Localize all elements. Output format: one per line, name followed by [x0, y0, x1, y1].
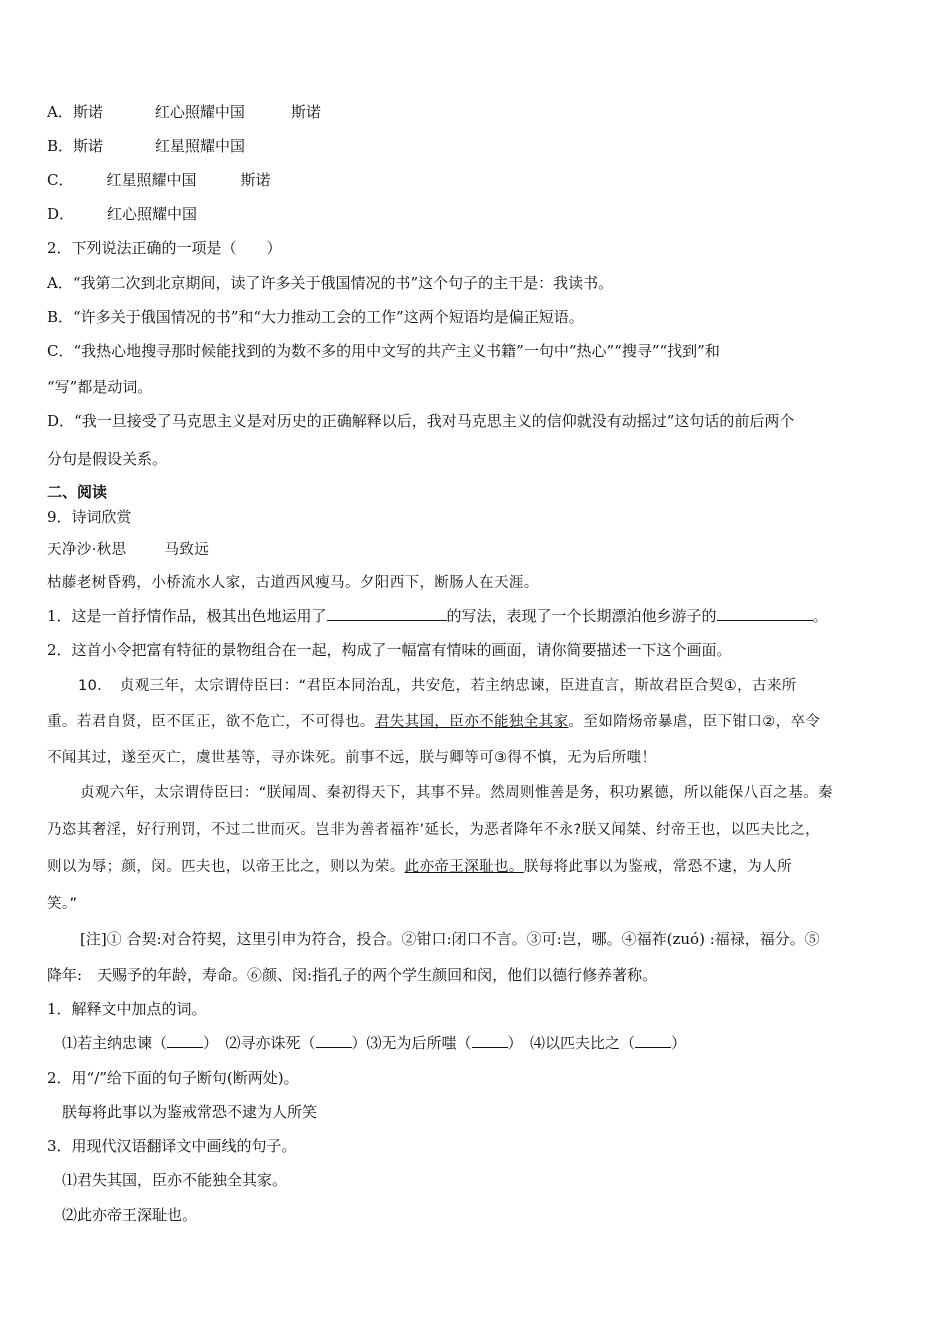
answer-blank[interactable] — [635, 1033, 671, 1048]
q1-option-a: A．斯诺 红心照耀中国 斯诺 — [47, 103, 321, 121]
poem-author: 马致远 — [164, 542, 210, 558]
q10-sub2: 2．用“/”给下面的句子断句(断两处)。 — [47, 1069, 299, 1087]
q9-sub2: 2．这首小令把富有特征的景物组合在一起，构成了一幅富有情味的画面，请你简要描述一下这个画面。 — [47, 641, 732, 659]
q10-sub3-item1: ⑴君失其国，臣亦不能独全其家。 — [62, 1171, 288, 1189]
q10-para2-line3: 则以为辱；颜，闵。匹夫也，以帝王比之，则以为荣。此亦帝王深耻也。朕每将此事以为鉴戒，常恐不逮，为人所 — [47, 859, 793, 875]
q10-note-line1: [注]① 合契:对合符契，这里引申为符合，投合。②钳口:闭口不言。③可:岂，哪。④福祚(zuó) :福禄，福分。⑤ — [80, 930, 820, 948]
q2-option-d-line2: 分句是假设关系。 — [47, 450, 168, 468]
q10-para2-line1: 贞观六年，太宗谓侍臣曰：“朕闻周、秦初得天下，其事不异。然周则惟善是务，积功累德，所以能保八百之基。秦 — [80, 785, 833, 801]
q10-note-line2: 降年: 天赐予的年龄，寿命。⑥颜、闵:指孔子的两个学生颜回和闵，他们以德行修养著称。 — [47, 966, 658, 984]
q10-sub1: 1．解释文中加点的词。 — [47, 1000, 207, 1018]
q2-option-c-line1: C．“我热心地搜寻那时候能找到的为数不多的用中文写的共产主义书籍”一句中“热心”“搜寻”“找到”和 — [47, 342, 720, 360]
q2-option-a: A．“我第二次到北京期间，读了许多关于俄国情况的书”这个句子的主干是：我读书。 — [47, 274, 614, 292]
q9-sub1: 1．这是一首抒情作品，极其出色地运用了 的写法，表现了一个长期漂泊他乡游子的 。 — [47, 607, 828, 625]
q10-sub2-text: 朕每将此事以为鉴戒常恐不逮为人所笑 — [62, 1103, 318, 1121]
q10-para1-line3: 不闻其过，遂至灭亡，虞世基等，寻亦诛死。前事不远，朕与卿等可③得不慎，无为后所嗤！ — [47, 750, 657, 766]
answer-blank[interactable] — [316, 1033, 352, 1048]
q2-option-d-line1: D．“我一旦接受了马克思主义是对历史的正确解释以后，我对马克思主义的信仰就没有动摇过”这句话的前后两个 — [47, 412, 795, 430]
underlined-sentence-1: 君失其国，臣亦不能独全其家 — [374, 714, 569, 730]
q9-title: 9．诗词欣赏 — [47, 508, 132, 526]
q1-option-b: B．斯诺 红星照耀中国 — [47, 137, 246, 155]
q1-option-d: D． 红心照耀中国 — [47, 205, 198, 223]
underlined-sentence-2: 此亦帝王深耻也。 — [404, 859, 524, 875]
section-title: 二、阅读 — [47, 483, 108, 501]
answer-blank[interactable] — [472, 1033, 508, 1048]
q1-option-c: C． 红星照耀中国 斯诺 — [47, 171, 271, 189]
q10-para2-line2: 乃恣其奢淫，好行刑罚，不过二世而灭。岂非为善者福祚’延长，为恶者降年不永?朕又闻桀、纣帝王也，以匹夫比之， — [47, 822, 821, 838]
q10-para1-line2: 重。若君自贤，臣不匡正，欲不危亡，不可得也。君失其国，臣亦不能独全其家。至如隋炀帝暴虐，臣下钳口②，卒令 — [47, 714, 821, 730]
q10-sub3: 3．用现代汉语翻译文中画线的句子。 — [47, 1137, 297, 1155]
poem-heading — [47, 540, 209, 560]
q2-option-c-line2: “写”都是动词。 — [47, 378, 153, 396]
q10-sub1-items: ⑴若主纳忠谏（ ） ⑵寻亦诛死（ ）⑶无为后所嗤（ ） ⑷以匹夫比之（ ） — [62, 1034, 687, 1052]
q2-stem: 2．下列说法正确的一项是（ ） — [47, 239, 282, 257]
q10-sub3-item2: ⑵此亦帝王深耻也。 — [62, 1206, 198, 1224]
q2-option-b: B．“许多关于俄国情况的书”和“大力推动工会的工作”这两个短语均是偏正短语。 — [47, 308, 584, 326]
poem-title: 天净沙·秋思 — [47, 542, 127, 558]
q10-para1-line1: 10． 贞观三年，太宗谓侍臣曰：“君臣本同治乱，共安危，若主纳忠谏，臣进直言，斯故君臣合契①，古来所 — [78, 678, 797, 694]
answer-blank[interactable] — [327, 606, 447, 621]
answer-blank[interactable] — [167, 1033, 203, 1048]
poem-text: 枯藤老树昏鸦，小桥流水人家，古道西风瘦马。夕阳西下，断肠人在天涯。 — [47, 575, 539, 591]
q10-para2-line4: 笑。” — [47, 896, 78, 912]
answer-blank[interactable] — [717, 606, 813, 621]
